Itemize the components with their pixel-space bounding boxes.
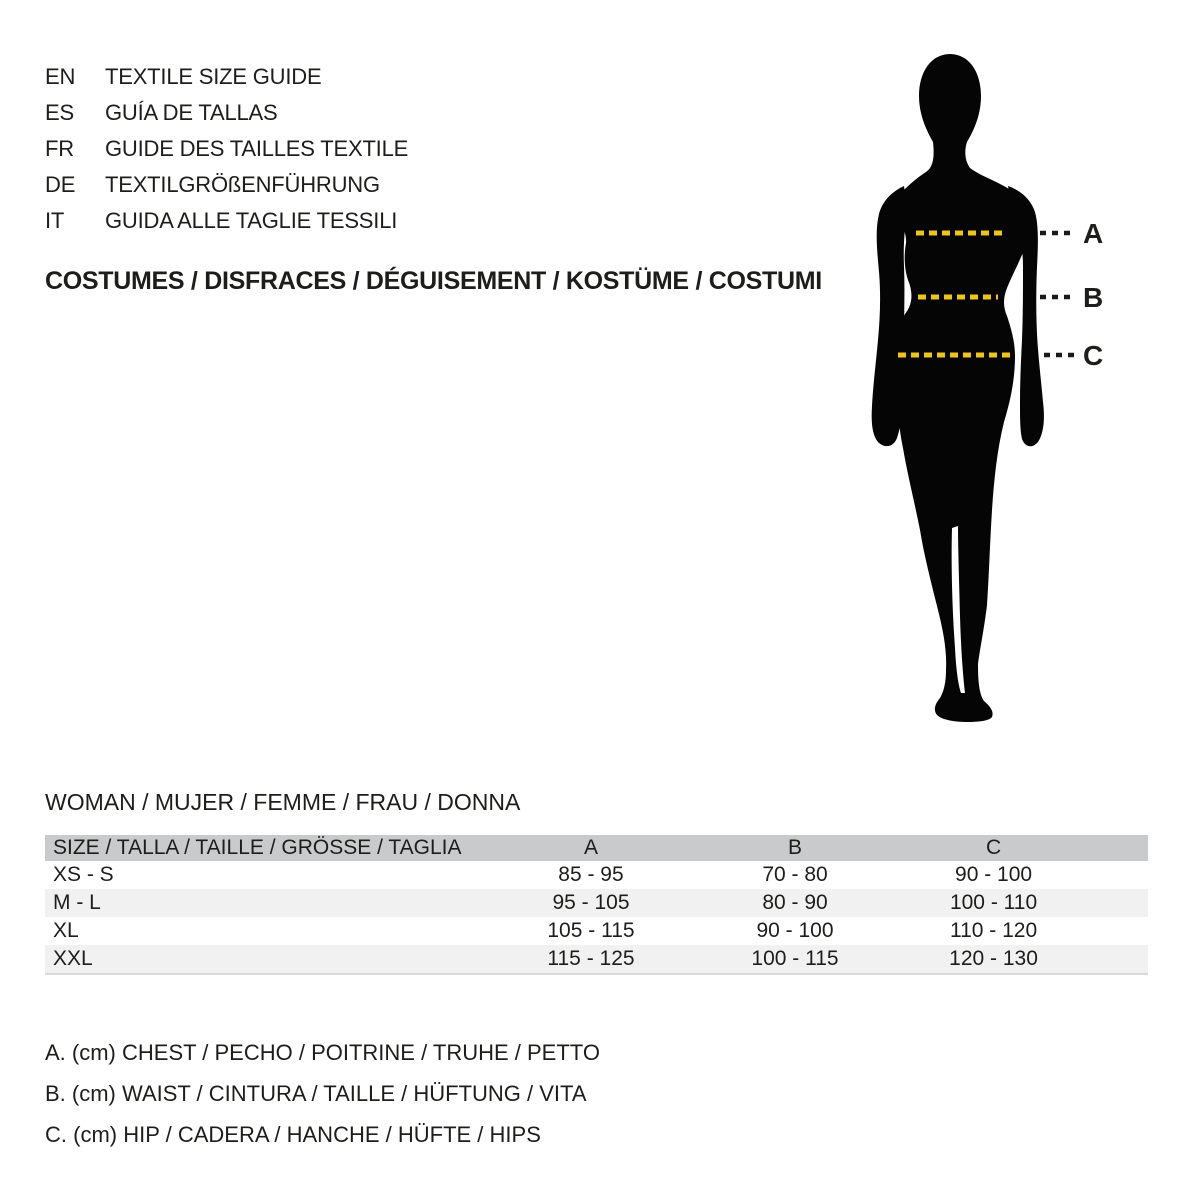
- hip-cell: 100 - 110: [949, 891, 1038, 914]
- measurement-legend: [45, 1032, 600, 1155]
- size-cell: M - L: [53, 891, 101, 914]
- waist-cell: 70 - 80: [762, 863, 828, 886]
- lang-label: GUÍA DE TALLAS: [105, 100, 278, 125]
- legend-waist: B. (cm) WAIST / CINTURA / TAILLE / HÜFTUNG / VITA: [45, 1080, 587, 1106]
- column-header-b: B: [788, 836, 803, 859]
- hip-cell: 90 - 100: [955, 863, 1033, 886]
- size-cell: XL: [53, 919, 79, 942]
- size-cell: XS - S: [53, 863, 114, 886]
- hip-cell: 120 - 130: [949, 947, 1038, 970]
- measure-label-a: A: [1083, 218, 1104, 249]
- waist-cell: 100 - 115: [751, 947, 839, 970]
- lang-label: TEXTILGRÖßENFÜHRUNG: [105, 172, 380, 197]
- lang-row-en: [45, 59, 408, 95]
- lang-row-fr: [45, 131, 408, 167]
- size-cell: XXL: [53, 947, 93, 970]
- size-table-header-row: [45, 835, 1148, 861]
- lang-row-es: [45, 95, 408, 131]
- lang-code: DE: [45, 172, 76, 197]
- table-row-xxl: [45, 945, 1148, 973]
- lang-label: GUIDE DES TAILLES TEXTILE: [105, 136, 409, 161]
- lang-code: FR: [45, 136, 74, 161]
- category-title: COSTUMES / DISFRACES / DÉGUISEMENT / KOSTÜME / COSTUMI: [45, 267, 822, 295]
- size-column-header: SIZE / TALLA / TAILLE / GRÖSSE / TAGLIA: [53, 836, 462, 859]
- woman-left-arm: [872, 186, 907, 446]
- column-header-c: C: [985, 836, 1002, 859]
- chest-cell: 95 - 105: [552, 891, 630, 914]
- waist-cell: 80 - 90: [762, 891, 828, 914]
- lang-row-de: [45, 167, 408, 203]
- size-table: [45, 835, 1148, 975]
- lang-code: ES: [45, 100, 74, 125]
- lang-label: GUIDA ALLE TAGLIE TESSILI: [105, 208, 398, 233]
- table-row-m-l: [45, 889, 1148, 917]
- hip-cell: 110 - 120: [949, 919, 1038, 942]
- table-row-xs-s: [45, 861, 1148, 889]
- chest-cell: 115 - 125: [547, 947, 635, 970]
- lang-code: EN: [45, 64, 76, 89]
- lang-row-it: [45, 203, 408, 239]
- woman-silhouette-figure: [860, 50, 1130, 730]
- lang-code: IT: [45, 208, 65, 233]
- column-header-a: A: [583, 836, 598, 859]
- language-list: [45, 59, 408, 239]
- legend-hip: C. (cm) HIP / CADERA / HANCHE / HÜFTE / HIPS: [45, 1121, 541, 1147]
- legend-chest: A. (cm) CHEST / PECHO / POITRINE / TRUHE / PETTO: [45, 1039, 600, 1065]
- waist-cell: 90 - 100: [756, 919, 834, 942]
- section-title-woman: WOMAN / MUJER / FEMME / FRAU / DONNA: [45, 789, 521, 815]
- table-row-xl: [45, 917, 1148, 945]
- lang-label: TEXTILE SIZE GUIDE: [105, 64, 322, 89]
- chest-cell: 105 - 115: [547, 919, 635, 942]
- chest-cell: 85 - 95: [558, 863, 624, 886]
- measure-label-c: C: [1083, 340, 1104, 371]
- measure-label-b: B: [1083, 282, 1104, 313]
